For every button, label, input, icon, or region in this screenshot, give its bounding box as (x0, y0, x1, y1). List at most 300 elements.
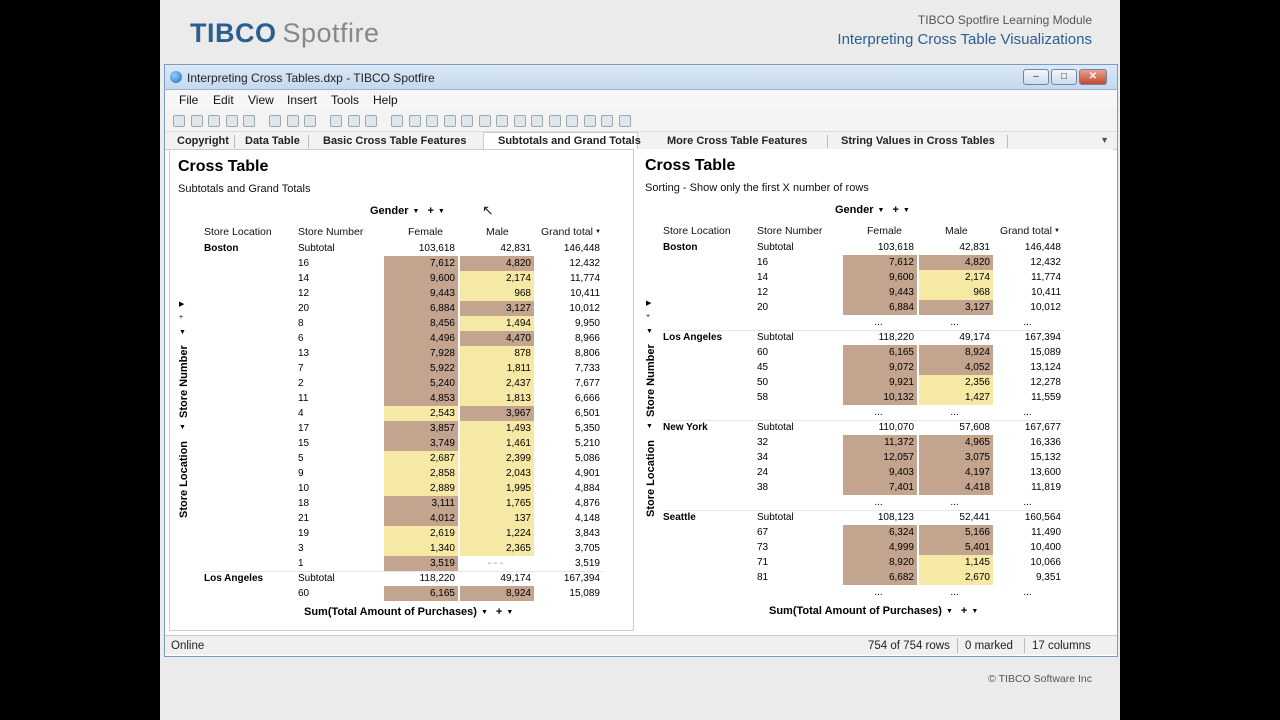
row-store-label: 24 (757, 467, 769, 478)
male-value-cell[interactable]: 52,441 (959, 512, 990, 523)
tibco-spotfire-logo: TIBCO Spotfire (190, 18, 380, 48)
female-value-cell[interactable]: 4,999 (843, 540, 917, 555)
course-header (160, 0, 1120, 60)
male-value-cell[interactable]: 2,043 (460, 466, 534, 481)
row-store-label: Subtotal (757, 512, 794, 523)
grand-total-cell[interactable]: ... (1023, 317, 1032, 328)
male-value-cell[interactable]: 2,437 (460, 376, 534, 391)
tree-icon[interactable] (514, 115, 526, 127)
row-store-label: 15 (298, 438, 310, 449)
male-value-cell[interactable]: 1,995 (460, 481, 534, 496)
male-value-cell[interactable]: 5,401 (919, 540, 993, 555)
female-value-cell[interactable]: 103,618 (418, 243, 455, 254)
axis-control-icon[interactable]: + (646, 313, 651, 320)
axis-control-icon[interactable]: + (179, 314, 184, 321)
bookmark-icon[interactable] (348, 115, 360, 127)
male-value-cell[interactable]: ... (950, 407, 959, 418)
window-title: Interpreting Cross Tables.dxp - TIBCO Spotfire (187, 71, 435, 85)
row-axis-label: Store Number (645, 344, 657, 417)
module-label: TIBCO Spotfire Learning Module (917, 13, 1092, 27)
female-value-cell[interactable]: 3,749 (384, 436, 458, 451)
tab-data-table[interactable]: Data Table (245, 135, 300, 147)
axis-control-icon[interactable]: ▼ (646, 328, 653, 335)
grand-total-cell[interactable]: 6,501 (574, 408, 600, 419)
column-header[interactable]: Grand total ▼ (1000, 225, 1060, 237)
male-value-cell[interactable]: 3,075 (919, 450, 993, 465)
grand-total-cell[interactable]: 9,950 (574, 318, 600, 329)
male-value-cell[interactable]: 3,967 (460, 406, 534, 421)
male-value-cell[interactable]: 2,399 (460, 451, 534, 466)
male-value-cell[interactable]: 1,811 (460, 361, 534, 376)
grand-total-cell[interactable]: 4,901 (574, 468, 600, 479)
female-value-cell[interactable]: 9,443 (843, 285, 917, 300)
row-location-label: Boston (663, 242, 698, 253)
axis-control-icon[interactable]: ▼ (179, 329, 186, 336)
row-axis-controls[interactable] (645, 299, 659, 529)
maximize-button[interactable]: □ (1051, 69, 1077, 85)
connection-status: Online (171, 640, 205, 652)
row-store-label: 34 (757, 452, 769, 463)
video-frame (160, 0, 1120, 720)
mouse-cursor-icon: ↖ (482, 202, 494, 218)
layout-icon[interactable] (619, 115, 631, 127)
chevron-down-icon[interactable]: ▼ (945, 607, 953, 615)
male-value-cell[interactable]: 1,145 (919, 555, 993, 570)
cross-table-right (637, 149, 1113, 631)
row-store-label: 67 (757, 527, 769, 538)
female-value-cell[interactable]: ... (874, 317, 883, 328)
grand-total-cell[interactable]: 7,733 (574, 363, 600, 374)
female-value-cell[interactable]: 2,687 (384, 451, 458, 466)
row-store-label: Subtotal (757, 422, 794, 433)
chevron-down-icon[interactable]: ▼ (437, 207, 445, 215)
spotfire-app-icon (170, 71, 182, 83)
row-store-label: 11 (298, 393, 309, 404)
male-value-cell[interactable]: 49,174 (500, 573, 531, 584)
row-axis-label: Store Number (178, 345, 190, 418)
row-store-label: 14 (757, 272, 769, 283)
row-store-label: 4 (298, 408, 304, 419)
male-value-cell[interactable]: 1,494 (460, 316, 534, 331)
menu-view[interactable]: View (248, 93, 274, 107)
female-value-cell[interactable]: 3,519 (384, 556, 458, 571)
male-value-cell[interactable]: 4,470 (460, 331, 534, 346)
menu-insert[interactable]: Insert (287, 93, 318, 107)
tag-icon[interactable] (365, 115, 377, 127)
row-store-label: 81 (757, 572, 769, 583)
layout-icon[interactable] (584, 115, 596, 127)
tab-subtotals-and-grand-totals[interactable]: Subtotals and Grand Totals (498, 135, 641, 147)
row-count: 754 of 754 rows (868, 640, 950, 652)
row-store-label: 60 (757, 347, 769, 358)
group-divider (663, 330, 1064, 331)
marked-count: 0 marked (965, 640, 1013, 652)
chevron-down-icon[interactable]: ▼ (646, 423, 653, 430)
map-icon[interactable] (496, 115, 508, 127)
female-value-cell[interactable]: 6,324 (843, 525, 917, 540)
male-value-cell[interactable]: 49,174 (959, 332, 990, 343)
female-value-cell[interactable]: 9,072 (843, 360, 917, 375)
table-icon[interactable] (391, 115, 403, 127)
value-axis-selector[interactable] (769, 605, 978, 617)
grand-total-cell[interactable]: 10,012 (1030, 302, 1061, 313)
female-value-cell[interactable]: 4,012 (384, 511, 458, 526)
male-value-cell[interactable]: ... (950, 587, 959, 598)
print-icon[interactable] (243, 115, 255, 127)
axis-control-icon[interactable]: ▶ (646, 300, 652, 307)
row-store-label: 9 (298, 468, 304, 479)
column-header[interactable]: Store Location (204, 226, 272, 238)
grand-total-cell[interactable]: 7,677 (574, 378, 600, 389)
redo-icon[interactable] (287, 115, 299, 127)
row-store-label: 60 (298, 588, 310, 599)
grand-total-cell[interactable]: 11,490 (1031, 527, 1061, 538)
male-value-cell[interactable]: 1,224 (460, 526, 534, 541)
row-store-label: 20 (298, 303, 310, 314)
grand-total-cell[interactable]: 10,066 (1030, 557, 1061, 568)
column-axis-selector[interactable] (835, 204, 910, 216)
save-icon[interactable] (191, 115, 203, 127)
male-value-cell[interactable]: 1,813 (460, 391, 534, 406)
column-header[interactable]: Store Number (757, 225, 823, 237)
female-value-cell[interactable]: 1,340 (384, 541, 458, 556)
grand-total-cell[interactable]: 15,089 (1030, 347, 1061, 358)
grand-total-cell[interactable]: 3,519 (574, 558, 600, 569)
male-value-cell[interactable]: 4,820 (460, 256, 534, 271)
menu-bar (165, 90, 1117, 110)
male-value-cell[interactable]: 2,356 (919, 375, 993, 390)
row-store-label: 50 (757, 377, 769, 388)
female-value-cell[interactable]: 7,401 (843, 480, 917, 495)
row-store-label: Subtotal (757, 242, 794, 253)
male-value-cell[interactable]: 42,831 (500, 243, 531, 254)
sort-descending-icon[interactable]: ▼ (594, 229, 601, 236)
female-value-cell[interactable]: ... (874, 497, 883, 508)
settings-icon[interactable] (549, 115, 561, 127)
chevron-down-icon[interactable]: ▼ (877, 206, 885, 214)
chevron-down-icon[interactable]: ▼ (412, 207, 420, 215)
row-store-label: 71 (757, 557, 769, 568)
male-value-cell[interactable]: ... (950, 497, 959, 508)
value-axis-label: Sum(Total Amount of Purchases) (769, 605, 942, 617)
row-location-label: Seattle (663, 512, 696, 523)
female-value-cell[interactable]: 3,111 (384, 496, 458, 511)
menu-help[interactable]: Help (373, 93, 398, 107)
sort-descending-icon[interactable]: ▼ (1053, 228, 1060, 235)
column-header[interactable]: Grand total ▼ (541, 226, 601, 238)
male-value-cell[interactable]: 1,765 (460, 496, 534, 511)
visualization-title: Cross Table (178, 158, 269, 175)
male-value-cell[interactable]: 42,831 (959, 242, 990, 253)
row-store-label: 12 (757, 287, 769, 298)
tabs-overflow-icon[interactable]: ▼ (1100, 135, 1109, 145)
add-axis-icon[interactable]: + (960, 605, 968, 617)
visualization-title: Cross Table (645, 157, 736, 174)
paste-icon[interactable] (226, 115, 238, 127)
grand-total-cell[interactable]: 146,448 (1024, 242, 1061, 253)
minimize-button[interactable]: – (1023, 69, 1049, 85)
tab-copyright[interactable]: Copyright (177, 135, 229, 147)
row-store-label: 8 (298, 318, 304, 329)
grand-total-cell[interactable]: 167,394 (563, 573, 600, 584)
back-icon[interactable] (304, 115, 316, 127)
grand-total-cell[interactable]: 12,432 (569, 258, 600, 269)
female-value-cell[interactable]: 6,682 (843, 570, 917, 585)
row-store-label: 17 (298, 423, 310, 434)
female-value-cell[interactable]: 6,165 (843, 345, 917, 360)
lesson-title: Interpreting Cross Table Visualizations (837, 31, 1092, 48)
female-value-cell[interactable]: 6,165 (384, 586, 458, 601)
grand-total-cell[interactable]: 13,600 (1030, 467, 1061, 478)
copyright-notice: © TIBCO Software Inc (988, 673, 1092, 685)
line-chart-icon[interactable] (444, 115, 456, 127)
menu-file[interactable]: File (179, 93, 199, 107)
grand-total-cell[interactable]: 10,411 (570, 288, 600, 299)
grand-total-cell[interactable]: ... (1023, 407, 1032, 418)
grand-total-cell[interactable]: 4,148 (574, 513, 600, 524)
female-value-cell[interactable]: 3,857 (384, 421, 458, 436)
grand-total-cell[interactable]: 4,884 (574, 483, 600, 494)
female-value-cell[interactable]: 6,884 (843, 300, 917, 315)
tab-separator (308, 135, 309, 148)
grand-total-cell[interactable]: 10,400 (1030, 542, 1061, 553)
male-value-cell[interactable]: 2,174 (460, 271, 534, 286)
row-store-label: 32 (757, 437, 769, 448)
grand-total-cell[interactable]: 11,774 (1031, 272, 1061, 283)
grand-total-cell[interactable]: 12,278 (1030, 377, 1061, 388)
layout-icon[interactable] (566, 115, 578, 127)
female-value-cell[interactable]: 2,889 (384, 481, 458, 496)
spotfire-window (164, 64, 1118, 657)
row-store-label: 45 (757, 362, 769, 373)
male-value-cell[interactable]: 4,197 (919, 465, 993, 480)
row-store-label: 14 (298, 273, 310, 284)
filter-icon[interactable] (330, 115, 342, 127)
row-store-label: 20 (757, 302, 769, 313)
status-separator (1024, 638, 1025, 653)
row-store-label: 16 (298, 258, 310, 269)
column-axis-label: Gender (835, 204, 874, 216)
grand-total-cell[interactable]: 160,564 (1024, 512, 1061, 523)
row-store-label: 16 (757, 257, 769, 268)
male-value-cell[interactable]: 4,965 (919, 435, 993, 450)
pie-chart-icon[interactable] (461, 115, 473, 127)
status-bar (165, 635, 1117, 655)
female-value-cell[interactable]: ... (874, 407, 883, 418)
grand-total-cell[interactable]: 13,124 (1030, 362, 1061, 373)
row-store-label: 10 (298, 483, 310, 494)
chevron-down-icon[interactable]: ▼ (506, 608, 514, 616)
female-value-cell[interactable]: 7,612 (843, 255, 917, 270)
female-value-cell[interactable]: 9,600 (843, 270, 917, 285)
female-value-cell[interactable]: 110,070 (878, 422, 914, 433)
female-value-cell[interactable]: 4,496 (384, 331, 458, 346)
male-value-cell[interactable]: 968 (919, 285, 993, 300)
chevron-down-icon[interactable]: ▼ (902, 206, 910, 214)
grand-total-cell[interactable]: 5,086 (574, 453, 600, 464)
grand-total-cell[interactable]: 167,394 (1024, 332, 1061, 343)
male-value-cell[interactable]: 1,427 (919, 390, 993, 405)
add-axis-icon[interactable]: + (495, 606, 503, 618)
tab-separator (1007, 135, 1008, 148)
group-divider (663, 510, 1064, 511)
tab-separator (234, 135, 235, 148)
male-value-cell[interactable]: 2,365 (460, 541, 534, 556)
male-value-cell[interactable]: 2,670 (919, 570, 993, 585)
column-header[interactable]: Male (486, 226, 509, 238)
male-value-cell[interactable]: 8,924 (460, 586, 534, 601)
column-header[interactable]: Store Number (298, 226, 364, 238)
grand-total-cell[interactable]: ... (1023, 497, 1032, 508)
female-value-cell[interactable]: 103,618 (877, 242, 914, 253)
grand-total-cell[interactable]: 8,966 (574, 333, 600, 344)
grand-total-cell[interactable]: 167,677 (1024, 422, 1061, 433)
grand-total-cell[interactable]: 8,806 (574, 348, 600, 359)
female-value-cell[interactable]: 118,220 (878, 332, 914, 343)
row-store-label: 2 (298, 378, 304, 389)
female-value-cell[interactable]: 8,456 (384, 316, 458, 331)
grand-total-cell[interactable]: 10,411 (1031, 287, 1061, 298)
female-value-cell[interactable]: 5,922 (384, 361, 458, 376)
male-value-cell[interactable]: 878 (460, 346, 534, 361)
row-store-label: 6 (298, 333, 304, 344)
grand-total-cell[interactable]: 11,819 (1031, 482, 1061, 493)
toolbar (165, 110, 1117, 132)
female-value-cell[interactable]: 9,403 (843, 465, 917, 480)
column-axis-selector[interactable] (370, 205, 445, 217)
female-value-cell[interactable]: 2,543 (384, 406, 458, 421)
female-value-cell[interactable]: 118,220 (419, 573, 455, 584)
tab-separator (827, 135, 828, 148)
male-value-cell[interactable]: - - - (460, 556, 534, 571)
grand-total-cell[interactable]: 16,336 (1030, 437, 1061, 448)
male-value-cell[interactable]: 4,820 (919, 255, 993, 270)
row-axis-controls[interactable] (178, 300, 192, 530)
add-axis-icon[interactable]: + (892, 204, 899, 216)
grand-total-cell[interactable]: 9,351 (1035, 572, 1061, 583)
male-value-cell[interactable]: 1,493 (460, 421, 534, 436)
grand-total-cell[interactable]: 10,012 (569, 303, 600, 314)
female-value-cell[interactable]: 5,240 (384, 376, 458, 391)
status-separator (957, 638, 958, 653)
column-header[interactable]: Male (945, 225, 968, 237)
row-store-label: 3 (298, 543, 304, 554)
female-value-cell[interactable]: 4,853 (384, 391, 458, 406)
page-tabs (165, 132, 1117, 150)
male-value-cell[interactable]: 4,052 (919, 360, 993, 375)
grand-total-cell[interactable]: 5,210 (574, 438, 600, 449)
grand-total-cell[interactable]: 15,132 (1030, 452, 1061, 463)
column-header[interactable]: Female (867, 225, 903, 237)
grand-total-cell[interactable]: 11,559 (1031, 392, 1061, 403)
chevron-down-icon[interactable]: ▼ (480, 608, 488, 616)
visualization-subtitle: Subtotals and Grand Totals (178, 183, 311, 195)
axis-control-icon[interactable]: ▶ (179, 301, 185, 308)
group-divider (663, 420, 1064, 421)
tab-more-cross-table-features[interactable]: More Cross Table Features (667, 135, 808, 147)
male-value-cell[interactable]: 8,924 (919, 345, 993, 360)
column-header[interactable]: Female (408, 226, 444, 238)
grand-total-cell[interactable]: ... (1023, 587, 1032, 598)
row-location-label: Boston (204, 243, 239, 254)
female-value-cell[interactable]: 10,132 (843, 390, 917, 405)
female-value-cell[interactable]: 12,057 (843, 450, 917, 465)
male-value-cell[interactable]: ... (950, 317, 959, 328)
cross-table-left (169, 149, 634, 631)
grand-total-cell[interactable]: 12,432 (1030, 257, 1061, 268)
group-divider (204, 571, 603, 572)
copy-icon[interactable] (208, 115, 220, 127)
female-value-cell[interactable]: 9,443 (384, 286, 458, 301)
male-value-cell[interactable]: 4,418 (919, 480, 993, 495)
tab-string-values-in-cross-tables[interactable]: String Values in Cross Tables (841, 135, 995, 147)
row-store-label: 5 (298, 453, 304, 464)
tab-basic-cross-table-features[interactable]: Basic Cross Table Features (323, 135, 467, 147)
female-value-cell[interactable]: ... (874, 587, 883, 598)
menu-edit[interactable]: Edit (213, 93, 234, 107)
bar-chart-icon[interactable] (426, 115, 438, 127)
grand-total-cell[interactable]: 11,774 (570, 273, 600, 284)
female-value-cell[interactable]: 108,123 (877, 512, 914, 523)
female-value-cell[interactable]: 7,928 (384, 346, 458, 361)
grand-total-cell[interactable]: 4,876 (574, 498, 600, 509)
grand-total-cell[interactable]: 5,350 (574, 423, 600, 434)
box-plot-icon[interactable] (531, 115, 543, 127)
close-button[interactable]: ✕ (1079, 69, 1107, 85)
undo-icon[interactable] (269, 115, 281, 127)
female-value-cell[interactable]: 2,619 (384, 526, 458, 541)
scatter-icon[interactable] (479, 115, 491, 127)
female-value-cell[interactable]: 9,921 (843, 375, 917, 390)
add-axis-icon[interactable]: + (427, 205, 434, 217)
chevron-down-icon[interactable]: ▼ (971, 607, 979, 615)
layout-icon[interactable] (601, 115, 613, 127)
open-icon[interactable] (173, 115, 185, 127)
cross-table-icon[interactable] (409, 115, 421, 127)
grand-total-cell[interactable]: 3,843 (574, 528, 600, 539)
male-value-cell[interactable]: 1,461 (460, 436, 534, 451)
row-store-label: 38 (757, 482, 769, 493)
row-location-label: Los Angeles (663, 332, 723, 343)
menu-tools[interactable]: Tools (331, 93, 360, 107)
row-store-label: 19 (298, 528, 310, 539)
male-value-cell[interactable]: 3,127 (919, 300, 993, 315)
value-axis-selector[interactable] (304, 606, 513, 618)
female-value-cell[interactable]: 9,600 (384, 271, 458, 286)
male-value-cell[interactable]: 2,174 (919, 270, 993, 285)
column-count: 17 columns (1032, 640, 1091, 652)
row-store-label: 13 (298, 348, 310, 359)
male-value-cell[interactable]: 57,608 (959, 422, 990, 433)
grand-total-cell[interactable]: 15,089 (569, 588, 600, 599)
grand-total-cell[interactable]: 3,705 (574, 543, 600, 554)
grand-total-cell[interactable]: 146,448 (563, 243, 600, 254)
female-value-cell[interactable]: 7,612 (384, 256, 458, 271)
male-value-cell[interactable]: 3,127 (460, 301, 534, 316)
female-value-cell[interactable]: 6,884 (384, 301, 458, 316)
male-value-cell[interactable]: 137 (460, 511, 534, 526)
female-value-cell[interactable]: 8,920 (843, 555, 917, 570)
grand-total-cell[interactable]: 6,666 (574, 393, 600, 404)
row-store-label: 18 (298, 498, 310, 509)
male-value-cell[interactable]: 968 (460, 286, 534, 301)
male-value-cell[interactable]: 5,166 (919, 525, 993, 540)
female-value-cell[interactable]: 11,372 (843, 435, 917, 450)
row-store-label: Subtotal (757, 332, 794, 343)
chevron-down-icon[interactable]: ▼ (179, 424, 186, 431)
column-header[interactable]: Store Location (663, 225, 731, 237)
female-value-cell[interactable]: 2,858 (384, 466, 458, 481)
